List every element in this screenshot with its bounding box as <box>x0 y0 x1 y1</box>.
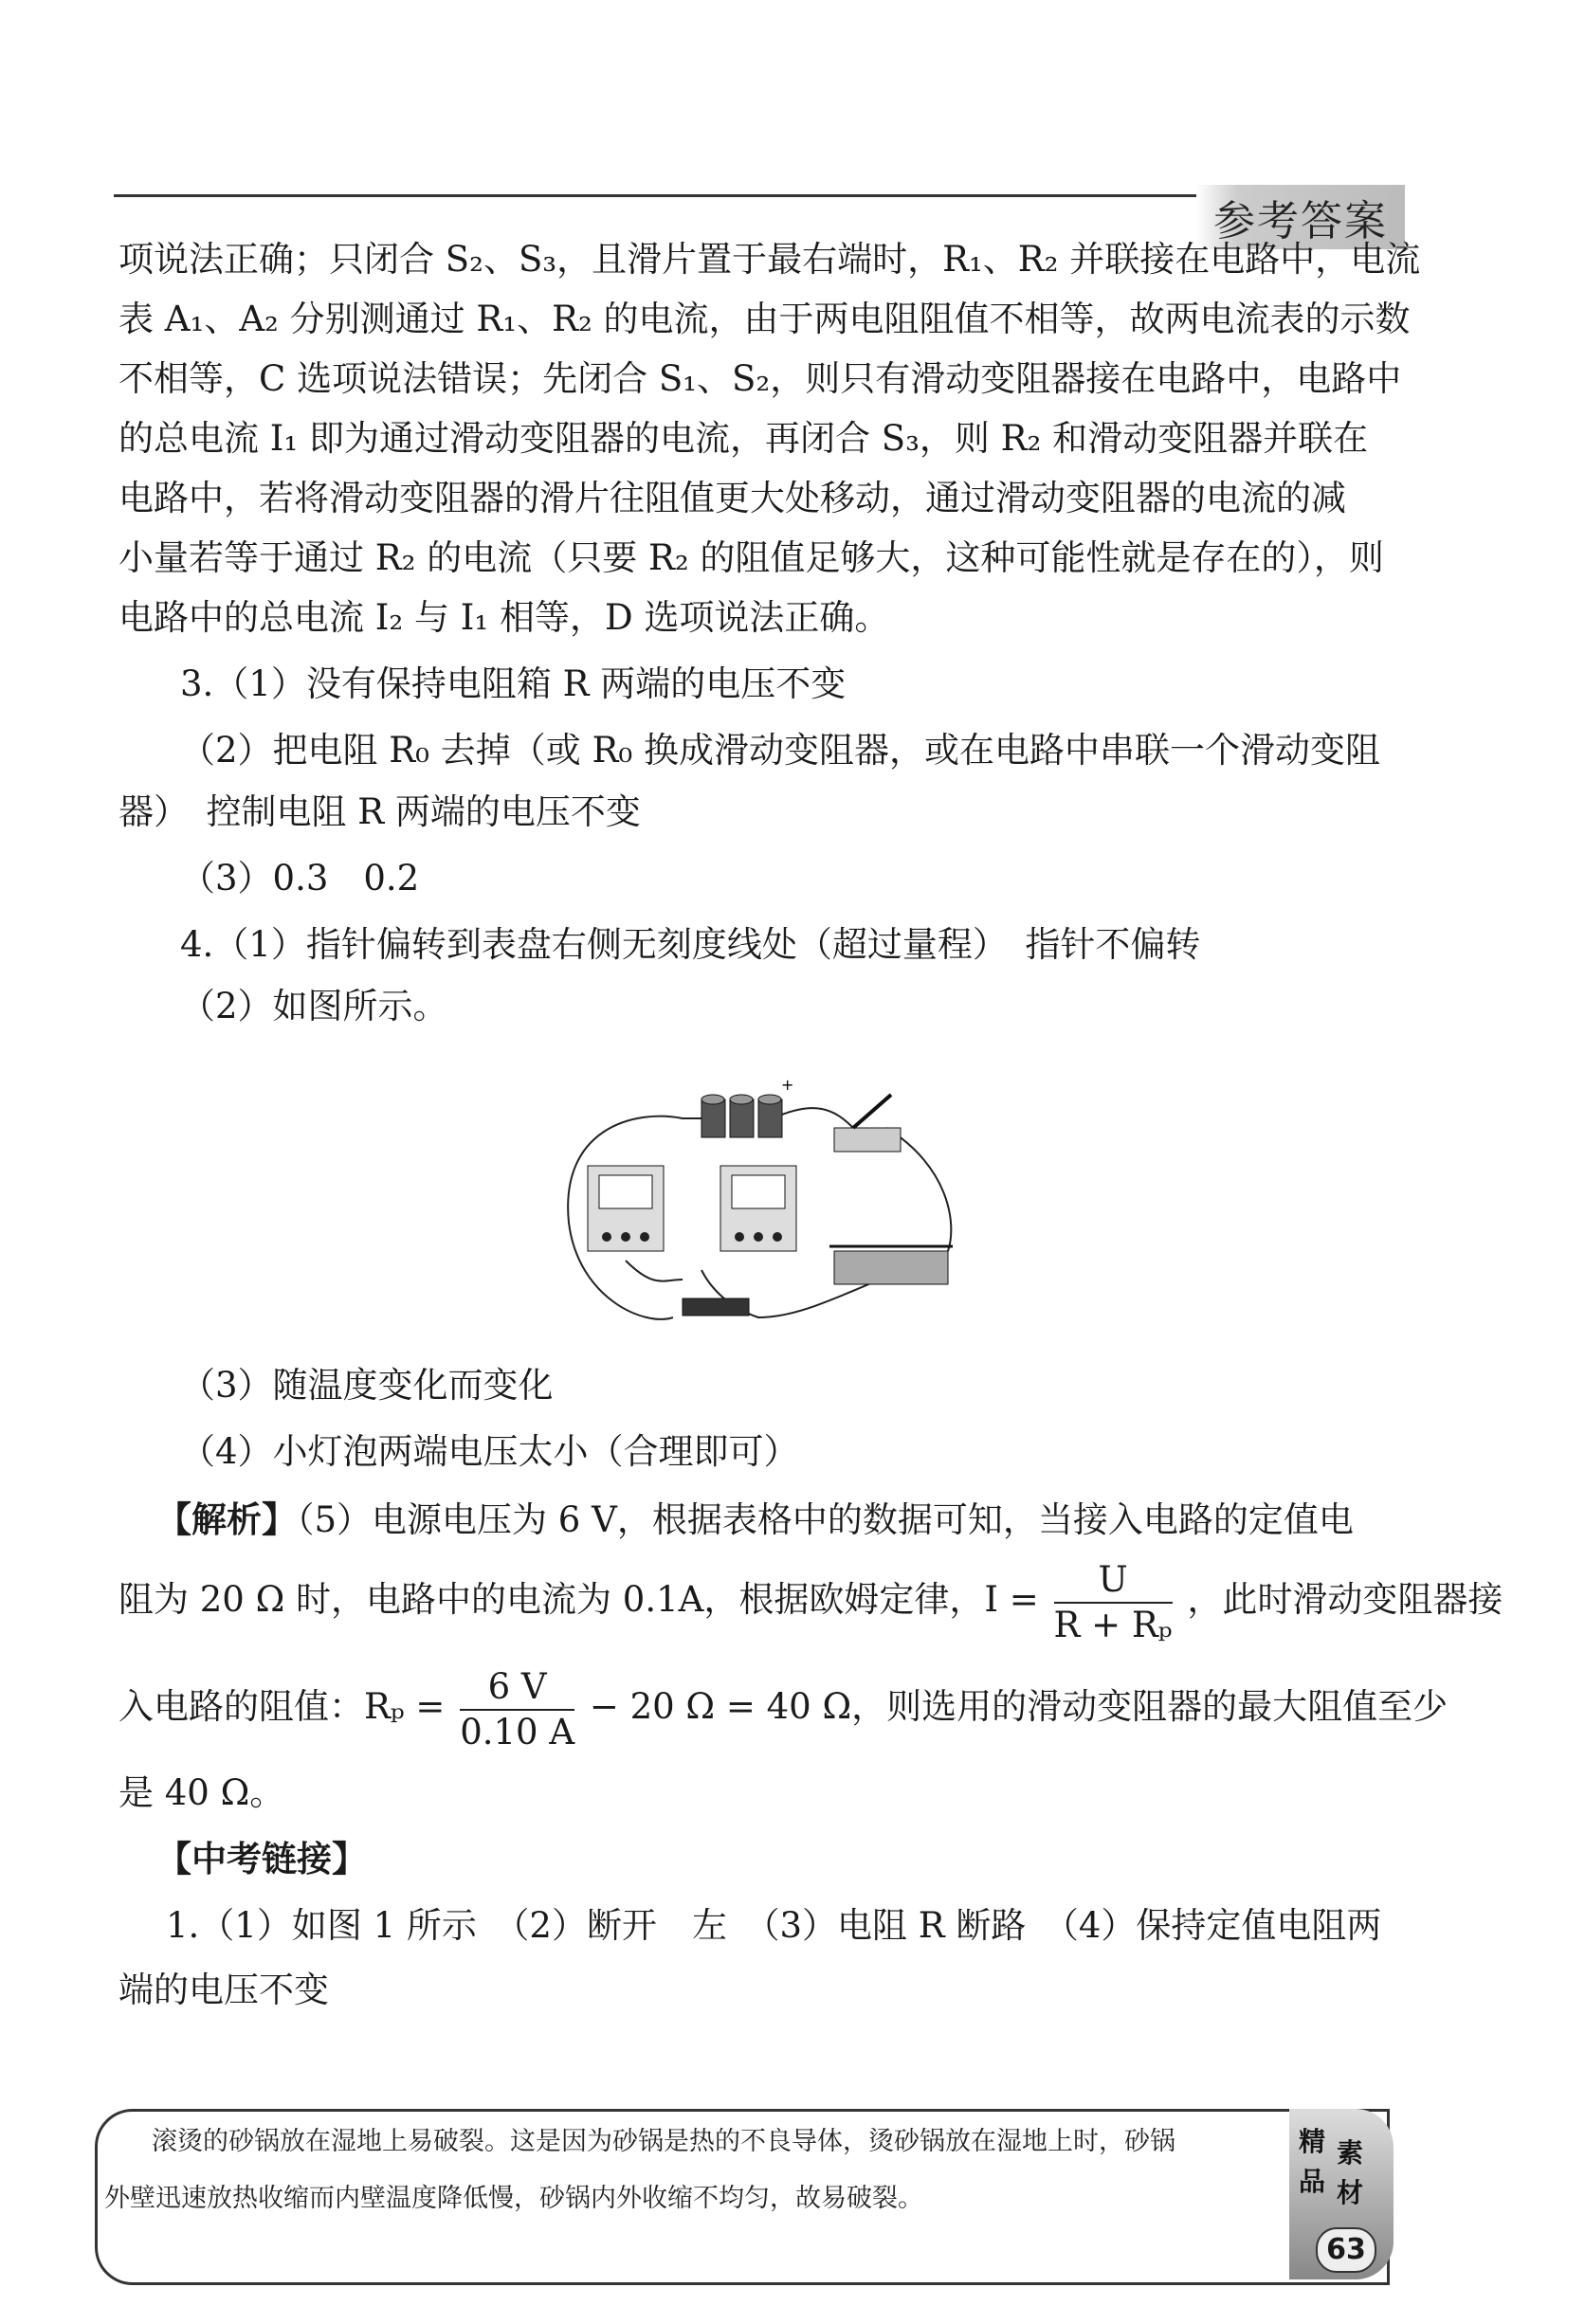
analysis-line: （5）电源电压为 6 V，根据表格中的数据可知，当接入电路的定值电 <box>297 1499 1354 1540</box>
circuit-diagram <box>550 1071 967 1336</box>
text-line: 电路中的总电流 I₂ 与 I₁ 相等，D 选项说法正确。 <box>118 597 890 638</box>
fraction-numerator: 6 V <box>460 1665 574 1711</box>
answer-4-1: 4.（1）指针偏转到表盘右侧无刻度线处（超过量程） 指针不偏转 <box>180 924 1201 965</box>
page-title: 参考答案 <box>1196 185 1405 249</box>
svg-text:+: + <box>781 1076 794 1094</box>
ammeter-icon <box>720 1166 796 1251</box>
rheostat-icon <box>829 1246 953 1284</box>
analysis-line: − 20 Ω = 40 Ω，则选用的滑动变阻器的最大阻值至少 <box>589 1686 1448 1727</box>
text-line: 电路中，若将滑动变阻器的滑片往阻值更大处移动，通过滑动变阻器的电流的减 <box>118 478 1346 518</box>
answer-3-1: 3.（1）没有保持电阻箱 R 两端的电压不变 <box>180 663 847 704</box>
badge-char: 品 <box>1299 2166 1326 2197</box>
link-label: 【中考链接】 <box>156 1839 367 1879</box>
answer-4-2: （2）如图所示。 <box>180 986 448 1026</box>
resistance-fraction <box>460 1665 574 1754</box>
analysis-line: 是 40 Ω。 <box>118 1772 285 1813</box>
ohm-fraction <box>1054 1558 1173 1647</box>
analysis-line: 入电路的阻值：Rₚ = <box>118 1686 446 1727</box>
battery-icon <box>701 1076 793 1137</box>
text-line: 的总电流 I₁ 即为通过滑动变阻器的电流，再闭合 S₃，则 R₂ 和滑动变阻器并联在 <box>118 418 1369 459</box>
fraction-numerator: U <box>1054 1558 1173 1604</box>
page-number: 63 <box>1316 2227 1376 2273</box>
footer-line: 滚烫的砂锅放在湿地上易破裂。这是因为砂锅是热的不良导体，烫砂锅放在湿地上时，砂锅 <box>152 2127 1175 2156</box>
answer-4-4: （4）小灯泡两端电压太小（合理即可） <box>180 1431 799 1472</box>
badge-char: 材 <box>1337 2177 1364 2208</box>
analysis-label: 【解析】 <box>156 1499 297 1540</box>
link-line: 1.（1）如图 1 所示 （2）断开 左 （3）电阻 R 断路 （4）保持定值电阻两 <box>166 1905 1382 1946</box>
badge-char: 素 <box>1337 2137 1364 2169</box>
text-line: 表 A₁、A₂ 分别测通过 R₁、R₂ 的电流，由于两电阻阻值不相等，故两电流表的示数 <box>118 299 1411 339</box>
badge-char: 精 <box>1299 2126 1326 2157</box>
answer-3-2-cont: 器） 控制电阻 R 两端的电压不变 <box>118 791 641 832</box>
analysis-line: 阻为 20 Ω 时，电路中的电流为 0.1A，根据欧姆定律，I = <box>118 1579 1039 1620</box>
fraction-denominator: R + Rₚ <box>1053 1604 1173 1645</box>
answer-3-2: （2）把电阻 R₀ 去掉（或 R₀ 换成滑动变阻器，或在电路中串联一个滑动变阻 <box>180 730 1380 771</box>
footer-line: 外壁迅速放热收缩而内壁温度降低慢，砂锅内外收缩不均匀，故易破裂。 <box>104 2184 923 2213</box>
answer-3-3: （3）0.3 0.2 <box>180 858 420 899</box>
voltmeter-icon <box>588 1166 664 1251</box>
switch-icon <box>834 1095 901 1152</box>
text-line: 小量若等于通过 R₂ 的电流（只要 R₂ 的阻值足够大，这种可能性就是存在的），则 <box>118 537 1384 578</box>
text-line: 项说法正确；只闭合 S₂、S₃，且滑片置于最右端时，R₁、R₂ 并联接在电路中，电流 <box>118 239 1421 280</box>
link-line: 端的电压不变 <box>118 1970 329 2010</box>
fraction-denominator: 0.10 A <box>460 1711 575 1752</box>
analysis-line: ，此时滑动变阻器接 <box>1187 1579 1503 1620</box>
answer-4-3: （3）随温度变化而变化 <box>180 1365 554 1406</box>
resistor-icon <box>683 1298 749 1316</box>
text-line: 不相等，C 选项说法错误；先闭合 S₁、S₂，则只有滑动变阻器接在电路中，电路中 <box>118 358 1402 399</box>
